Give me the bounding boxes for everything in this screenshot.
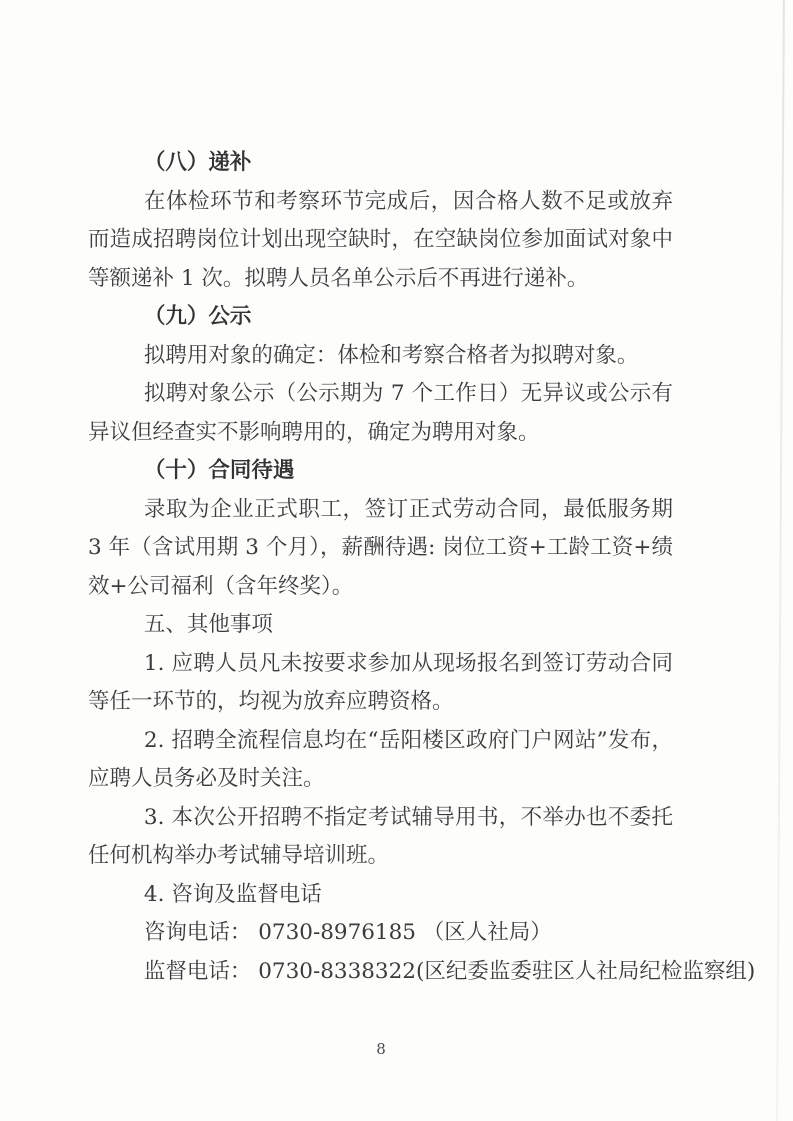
subsection-heading-publicity: （九）公示 [143, 304, 252, 329]
paragraph-item-2: 2. 招聘全流程信息均在“岳阳楼区政府门户网站”发布，应聘人员务必及时关注。 [88, 727, 673, 791]
scan-edge-artifact [776, 0, 785, 1121]
paragraph-item-1: 1. 应聘人员凡未按要求参加从现场报名到签订劳动合同等任一环节的，均视为放弃应聘资格。 [88, 650, 673, 714]
subsection-heading-supplement: （八）递补 [143, 150, 252, 175]
paragraph-consultation-phone: 咨询电话： 0730-8976185 （区人社局） [143, 920, 552, 945]
section-heading-other-matters: 五、其他事项 [143, 612, 273, 637]
paragraph-publicity-period: 拟聘对象公示（公示期为 7 个工作日）无异议或公示有异议但经查实不影响聘用的，确定为聘用对象。 [88, 381, 673, 445]
document-body [88, 144, 756, 991]
subsection-heading-contract-benefits: （十）合同待遇 [143, 458, 295, 483]
paragraph-supplement-rule: 在体检环节和考察环节完成后，因合格人数不足或放弃而造成招聘岗位计划出现空缺时，在空缺岗位参加面试对象中等额递补 1 次。拟聘人员名单公示后不再进行递补。 [88, 188, 673, 291]
paragraph-candidate-determination: 拟聘用对象的确定：体检和考察合格者为拟聘对象。 [143, 342, 639, 368]
paragraph-supervision-phone: 监督电话： 0730-8338322(区纪委监委驻区人社局纪检监察组) [143, 958, 756, 984]
paragraph-item-4-phones-heading: 4. 咨询及监督电话 [143, 881, 322, 907]
paragraph-item-3: 3. 本次公开招聘不指定考试辅导用书，不举办也不委托任何机构举办考试辅导培训班。 [88, 804, 673, 868]
paragraph-contract-benefits: 录取为企业正式职工，签订正式劳动合同，最低服务期 3 年（含试用期 3 个月），薪酬待遇: 岗位工资+工龄工资+绩效+公司福利（含年终奖）。 [88, 496, 673, 599]
page-number: 8 [376, 1040, 386, 1058]
